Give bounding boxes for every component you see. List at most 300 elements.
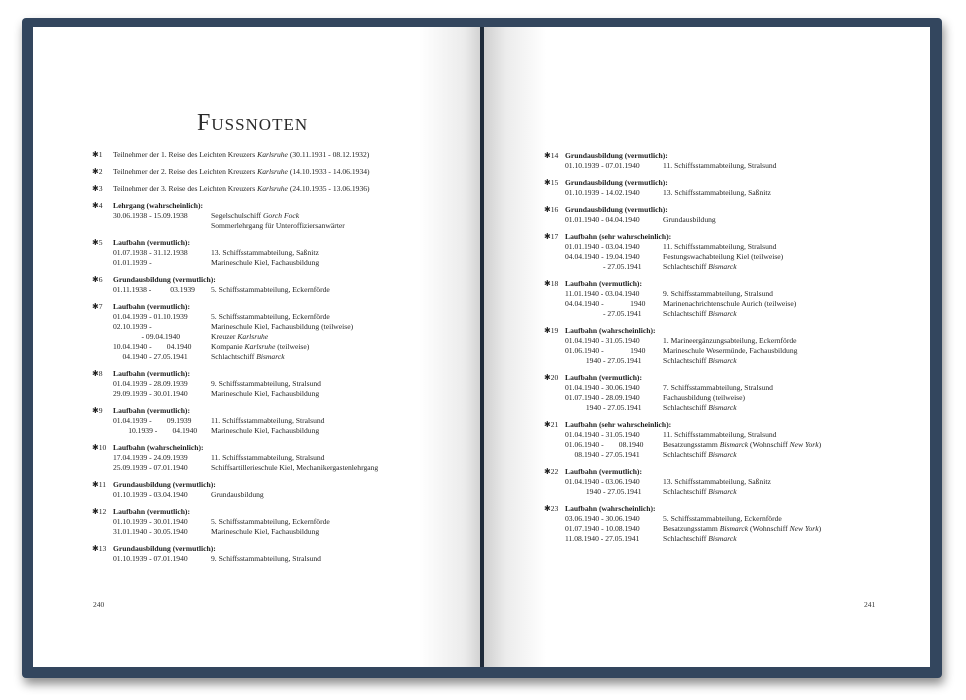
entry-row: [113, 416, 473, 426]
entry-description: Schlachtschiff: [663, 487, 709, 496]
footnote-number: 1: [98, 150, 103, 159]
entry-row: [565, 336, 925, 346]
footnote-marker: [544, 151, 558, 161]
asterisk-icon: ✱: [92, 150, 99, 159]
entry-suffix: ): [818, 524, 822, 533]
footnote-number: 10: [98, 443, 107, 452]
footnote-number: 4: [98, 201, 103, 210]
entry-description: 13. Schiffsstammabteilung, Saßnitz: [663, 188, 771, 197]
footnote-number: 3: [98, 184, 103, 193]
ship-name: Gorch Fock: [262, 211, 300, 220]
entry-description: 11. Schiffsstammabteilung, Stralsund: [663, 242, 777, 251]
heading-dates: (30.11.1931 - 08.12.1932): [287, 150, 370, 159]
entry-text: [663, 346, 797, 356]
footnote-marker: [544, 279, 558, 289]
ship-name: Bismarck: [708, 450, 737, 459]
footnote-heading: [113, 406, 473, 416]
entry-text: [663, 299, 796, 309]
entry-text: [211, 426, 319, 436]
entry-description: 11. Schiffsstammabteilung, Stralsund: [211, 416, 325, 425]
entry-suffix: (Wohnschiff: [748, 440, 790, 449]
entry-dates: 01.10.1939 - 07.01.1940: [565, 161, 640, 170]
entry-description: Besatzungsstamm: [663, 524, 720, 533]
entry-dates: 01.04.1940 - 03.06.1940: [565, 477, 640, 486]
footnote-heading: [565, 279, 925, 289]
entry-dates: 30.06.1938 - 15.09.1938: [113, 211, 188, 220]
entry-text: [663, 450, 737, 460]
entry-row: [113, 389, 473, 399]
entry-row: [113, 248, 473, 258]
ship-name: Bismarck: [719, 440, 749, 449]
entry-description: 11. Schiffsstammabteilung, Stralsund: [663, 161, 777, 170]
heading-text: Laufbahn (vermutlich):: [113, 369, 190, 378]
entry-dates: 04.1940 - 27.05.1941: [113, 352, 188, 361]
heading-text: Grundausbildung (vermutlich):: [113, 544, 216, 553]
entry-row: [565, 430, 925, 440]
entry-description: Kompanie: [211, 342, 245, 351]
asterisk-icon: ✱: [92, 238, 99, 247]
entry-description: Kreuzer: [211, 332, 238, 341]
entry-text: [211, 389, 319, 399]
entry-row: [565, 393, 925, 403]
footnote-heading: [113, 544, 473, 554]
entry-row: [113, 527, 473, 537]
footnote-number: 14: [550, 151, 559, 160]
entry-row: [113, 211, 473, 221]
entry-dates: 04.04.1940 - 19.04.1940: [565, 252, 640, 261]
heading-text: Teilnehmer der 1. Reise des Leichten Kreuzers: [113, 150, 258, 159]
entry-text: [211, 248, 319, 258]
entry-description: Schlachtschiff: [663, 309, 709, 318]
entry-dates: 01.04.1939 - 28.09.1939: [113, 379, 188, 388]
ship-name: Karlsruhe: [257, 167, 288, 176]
entry-dates: 11.01.1940 - 03.04.1940: [565, 289, 640, 298]
heading-text: Laufbahn (sehr wahrscheinlich):: [565, 232, 672, 241]
entry-text: [211, 416, 324, 426]
footnote-number: 22: [550, 467, 559, 476]
ship-name: Karlsruhe: [257, 184, 288, 193]
footnote-heading: [113, 507, 473, 517]
ship-name: Bismarck: [719, 524, 749, 533]
heading-dates: (24.10.1935 - 13.06.1936): [287, 184, 370, 193]
entry-description: Segelschulschiff: [211, 211, 263, 220]
entry-dates: - 27.05.1941: [565, 309, 642, 318]
footnotes-right: [544, 151, 925, 551]
footnote: [92, 406, 473, 436]
entry-row: [565, 356, 925, 366]
footnote: [544, 151, 925, 171]
entry-description: Grundausbildung: [211, 490, 264, 499]
entry-description: Besatzungsstamm: [663, 440, 720, 449]
page-title: Fussnoten: [197, 110, 309, 136]
footnote-marker: [92, 201, 103, 211]
entry-dates: [113, 221, 211, 231]
entry-row: [565, 309, 925, 319]
entry-row: [565, 299, 925, 309]
footnote-number: 16: [550, 205, 559, 214]
heading-text: Laufbahn (sehr wahrscheinlich):: [565, 420, 672, 429]
entry-text: [211, 312, 330, 322]
entry-description: 5. Schiffsstammabteilung, Eckernförde: [211, 517, 330, 526]
entry-dates: - 09.04.1940: [113, 332, 181, 341]
entry-description: Marineschule Kiel, Fachausbildung: [211, 389, 320, 398]
entry-text: [211, 332, 268, 342]
entry-row: [565, 487, 925, 497]
heading-text: Teilnehmer der 2. Reise des Leichten Kreuzers: [113, 167, 258, 176]
footnote: [544, 279, 925, 319]
entry-text: [211, 490, 264, 500]
footnote: [544, 326, 925, 366]
footnote-heading: [113, 201, 473, 211]
entry-text: [663, 309, 737, 319]
entry-description: Schiffsartillerieschule Kiel, Mechanikergastenlehrgang: [211, 463, 379, 472]
footnote-marker: [544, 205, 558, 215]
entry-dates: 02.10.1939 -: [113, 322, 152, 331]
heading-text: Laufbahn (vermutlich):: [113, 406, 190, 415]
heading-text: Grundausbildung (vermutlich):: [565, 151, 668, 160]
entry-dates: 01.10.1939 - 03.04.1940: [113, 490, 188, 499]
entry-row: [113, 342, 473, 352]
entry-dates: 01.07.1940 - 10.08.1940: [565, 524, 640, 533]
entry-row: [113, 285, 473, 295]
entry-row: [113, 258, 473, 268]
entry-row: [113, 352, 473, 362]
footnote-heading: [565, 467, 925, 477]
entry-row: [565, 346, 925, 356]
asterisk-icon: ✱: [92, 167, 99, 176]
entry-row: [113, 221, 473, 231]
footnote-heading: [565, 178, 925, 188]
asterisk-icon: ✱: [92, 544, 99, 553]
footnote: [92, 507, 473, 537]
footnote-heading: [113, 184, 473, 194]
heading-text: Lehrgang (wahrscheinlich):: [113, 201, 204, 210]
entry-text: [663, 289, 773, 299]
asterisk-icon: ✱: [92, 507, 99, 516]
entry-row: [565, 514, 925, 524]
entry-description: Schlachtschiff: [663, 356, 709, 365]
footnote-number: 13: [98, 544, 107, 553]
entry-dates: 29.09.1939 - 30.01.1940: [113, 389, 188, 398]
asterisk-icon: ✱: [544, 151, 551, 160]
entry-dates: 01.01.1940 - 03.04.1940: [565, 242, 640, 251]
heading-dates: (14.10.1933 - 14.06.1934): [287, 167, 370, 176]
footnote-number: 5: [98, 238, 103, 247]
asterisk-icon: ✱: [92, 443, 99, 452]
footnote-number: 21: [550, 420, 559, 429]
footnote: [544, 420, 925, 460]
footnote: [92, 238, 473, 268]
entry-dates: 01.07.1938 - 31.12.1938: [113, 248, 188, 257]
entry-text: [663, 215, 716, 225]
asterisk-icon: ✱: [544, 420, 551, 429]
entry-description: Festungswachabteilung Kiel (teilweise): [663, 252, 784, 261]
entry-row: [113, 332, 473, 342]
footnote-heading: [113, 443, 473, 453]
footnote-number: 2: [98, 167, 103, 176]
entry-row: [565, 524, 925, 534]
entry-text: [663, 440, 821, 450]
ship-name: Bismarck: [708, 309, 737, 318]
entry-description: 11. Schiffsstammabteilung, Stralsund: [663, 430, 777, 439]
entry-text: [211, 322, 353, 332]
entry-row: [113, 426, 473, 436]
entry-dates: 01.04.1940 - 31.05.1940: [565, 430, 640, 439]
entry-row: [565, 403, 925, 413]
entry-suffix: (Wohnschiff: [748, 524, 790, 533]
entry-dates: 01.07.1940 - 28.09.1940: [565, 393, 640, 402]
entry-description: Marineschule Wesermünde, Fachausbildung: [663, 346, 798, 355]
ship-name: Karlsruhe: [237, 332, 269, 341]
footnote-number: 12: [98, 507, 107, 516]
entry-dates: 01.04.1940 - 30.06.1940: [565, 383, 640, 392]
footnote-marker: [544, 232, 558, 242]
heading-text: Laufbahn (vermutlich):: [113, 507, 190, 516]
footnote-marker: [92, 238, 103, 248]
entry-dates: 17.04.1939 - 24.09.1939: [113, 453, 188, 462]
entry-text: [211, 258, 319, 268]
entry-description: Sommerlehrgang für Unteroffiziersanwärter: [211, 221, 345, 230]
entry-dates: 01.06.1940 - 08.1940: [565, 440, 644, 449]
footnote-number: 15: [550, 178, 559, 187]
footnote: [92, 443, 473, 473]
entry-description: Schlachtschiff: [663, 262, 709, 271]
heading-text: Laufbahn (vermutlich):: [113, 302, 190, 311]
entry-description: Grundausbildung: [663, 215, 716, 224]
footnote-number: 8: [98, 369, 103, 378]
entry-row: [113, 517, 473, 527]
entry-row: [113, 379, 473, 389]
entry-text: [663, 524, 821, 534]
entry-dates: 25.09.1939 - 07.01.1940: [113, 463, 188, 472]
entry-suffix: (teilweise): [275, 342, 310, 351]
footnote-marker: [544, 467, 558, 477]
entry-row: [113, 463, 473, 473]
footnote-marker: [92, 507, 106, 517]
entry-description: Marineschule Kiel, Fachausbildung: [211, 527, 320, 536]
footnote-marker: [92, 443, 106, 453]
footnote-number: 9: [98, 406, 103, 415]
footnote-heading: [565, 373, 925, 383]
entry-text: [663, 403, 737, 413]
entry-row: [565, 215, 925, 225]
ship-name: Karlsruhe: [257, 150, 288, 159]
entry-dates: 01.10.1939 - 14.02.1940: [565, 188, 640, 197]
entry-description: Schlachtschiff: [663, 403, 709, 412]
entry-dates: 1940 - 27.05.1941: [565, 356, 642, 365]
entry-text: [211, 285, 330, 295]
entry-text: [663, 477, 771, 487]
entry-description: 5. Schiffsstammabteilung, Eckernförde: [663, 514, 782, 523]
footnotes-left: [92, 150, 473, 571]
footnote-number: 7: [98, 302, 103, 311]
entry-text: [211, 352, 285, 362]
heading-text: Teilnehmer der 3. Reise des Leichten Kreuzers: [113, 184, 258, 193]
entry-text: [211, 211, 299, 221]
entry-dates: 1940 - 27.05.1941: [565, 403, 642, 412]
entry-dates: 04.04.1940 - 1940: [565, 299, 646, 308]
asterisk-icon: ✱: [544, 205, 551, 214]
footnote-marker: [92, 369, 103, 379]
entry-text: [663, 487, 737, 497]
entry-row: [113, 312, 473, 322]
footnote-number: 20: [550, 373, 559, 382]
entry-dates: - 27.05.1941: [565, 262, 642, 271]
entry-dates: 01.04.1940 - 31.05.1940: [565, 336, 640, 345]
footnote-marker: [544, 178, 558, 188]
asterisk-icon: ✱: [92, 406, 99, 415]
entry-row: [565, 242, 925, 252]
entry-text: [663, 534, 737, 544]
entry-row: [565, 188, 925, 198]
footnote: [92, 201, 473, 231]
footnote-heading: [113, 275, 473, 285]
entry-description: 7. Schiffsstammabteilung, Stralsund: [663, 383, 773, 392]
entry-description: 11. Schiffsstammabteilung, Stralsund: [211, 453, 325, 462]
footnote: [92, 275, 473, 295]
entry-text: [663, 188, 771, 198]
entry-description: 9. Schiffsstammabteilung, Stralsund: [663, 289, 773, 298]
footnote-heading: [565, 151, 925, 161]
entry-dates: 01.01.1939 -: [113, 258, 152, 267]
asterisk-icon: ✱: [544, 178, 551, 187]
entry-description: Marinenachrichtenschule Aurich (teilweise): [663, 299, 797, 308]
asterisk-icon: ✱: [92, 201, 99, 210]
entry-text: [663, 161, 776, 171]
entry-dates: 1940 - 27.05.1941: [565, 487, 642, 496]
footnote: [544, 232, 925, 272]
heading-text: Laufbahn (vermutlich):: [565, 467, 642, 476]
ship-name: Karlsruhe: [244, 342, 276, 351]
footnote-marker: [544, 326, 558, 336]
asterisk-icon: ✱: [544, 232, 551, 241]
footnote: [92, 184, 473, 194]
entry-text: [663, 514, 782, 524]
heading-text: Grundausbildung (vermutlich):: [565, 205, 668, 214]
footnote-marker: [92, 150, 103, 160]
footnote: [544, 504, 925, 544]
asterisk-icon: ✱: [92, 275, 99, 284]
entry-description: Schlachtschiff: [663, 450, 709, 459]
asterisk-icon: ✱: [544, 279, 551, 288]
entry-text: [663, 252, 783, 262]
entry-dates: 03.06.1940 - 30.06.1940: [565, 514, 640, 523]
entry-text: [663, 242, 776, 252]
entry-description: Schlachtschiff: [211, 352, 257, 361]
footnote: [92, 167, 473, 177]
footnote: [544, 205, 925, 225]
footnote-number: 6: [98, 275, 103, 284]
footnote-marker: [544, 504, 558, 514]
footnote-marker: [92, 406, 103, 416]
heading-text: Laufbahn (vermutlich):: [565, 373, 642, 382]
entry-dates: 01.01.1940 - 04.04.1940: [565, 215, 640, 224]
footnote: [92, 480, 473, 500]
footnote: [544, 373, 925, 413]
footnote-heading: [113, 480, 473, 490]
asterisk-icon: ✱: [92, 302, 99, 311]
heading-text: Laufbahn (wahrscheinlich):: [565, 504, 656, 513]
footnote: [92, 150, 473, 160]
entry-dates: 31.01.1940 - 30.05.1940: [113, 527, 188, 536]
footnote-number: 19: [550, 326, 559, 335]
footnote-heading: [113, 369, 473, 379]
entry-dates: 10.04.1940 - 04.1940: [113, 342, 192, 351]
entry-row: [113, 453, 473, 463]
footnote-marker: [92, 480, 106, 490]
entry-description: 9. Schiffsstammabteilung, Stralsund: [211, 379, 321, 388]
ship-name: Bismarck: [708, 262, 737, 271]
asterisk-icon: ✱: [92, 480, 99, 489]
asterisk-icon: ✱: [544, 326, 551, 335]
footnote-heading: [113, 302, 473, 312]
entry-dates: 10.1939 - 04.1940: [113, 426, 198, 435]
footnote-heading: [113, 238, 473, 248]
entry-row: [565, 252, 925, 262]
entry-description: Marineschule Kiel, Fachausbildung: [211, 258, 320, 267]
footnote-number: 23: [550, 504, 559, 513]
asterisk-icon: ✱: [92, 369, 99, 378]
ship-name: Bismarck: [708, 534, 737, 543]
entry-dates: 08.1940 - 27.05.1941: [565, 450, 640, 459]
footnote: [544, 467, 925, 497]
heading-text: Grundausbildung (vermutlich):: [113, 275, 216, 284]
footnote: [544, 178, 925, 198]
entry-dates: 01.04.1939 - 09.1939: [113, 416, 192, 425]
entry-row: [565, 450, 925, 460]
ship-name: Bismarck: [708, 356, 737, 365]
asterisk-icon: ✱: [92, 184, 99, 193]
footnote-marker: [92, 275, 103, 285]
entry-description: 13. Schiffsstammabteilung, Saßnitz: [211, 248, 319, 257]
entry-row: [113, 322, 473, 332]
page-number-right: 241: [864, 600, 876, 609]
footnote-heading: [565, 326, 925, 336]
footnote-heading: [565, 232, 925, 242]
footnote-marker: [92, 167, 103, 177]
entry-text: [663, 430, 776, 440]
entry-text: [211, 379, 321, 389]
entry-dates: 01.04.1939 - 01.10.1939: [113, 312, 188, 321]
entry-text: [211, 517, 330, 527]
asterisk-icon: ✱: [544, 467, 551, 476]
entry-row: [565, 383, 925, 393]
ship-name: New York: [789, 524, 819, 533]
footnote-number: 17: [550, 232, 559, 241]
entry-text: [663, 356, 737, 366]
entry-row: [565, 440, 925, 450]
heading-text: Laufbahn (vermutlich):: [113, 238, 190, 247]
entry-description: 5. Schiffsstammabteilung, Eckernförde: [211, 312, 330, 321]
entry-text: [663, 262, 737, 272]
footnote-number: 11: [98, 480, 107, 489]
footnote-marker: [92, 544, 106, 554]
footnote-heading: [565, 504, 925, 514]
footnote-number: 18: [550, 279, 559, 288]
footnote-heading: [565, 205, 925, 215]
entry-text: [211, 221, 345, 231]
book-spine: [480, 27, 484, 667]
entry-row: [565, 534, 925, 544]
footnote-marker: [92, 184, 103, 194]
footnote-marker: [544, 373, 558, 383]
entry-text: [211, 554, 321, 564]
entry-dates: 01.11.1938 - 03.1939: [113, 285, 195, 294]
entry-text: [211, 453, 324, 463]
entry-row: [113, 490, 473, 500]
page-number-left: 240: [93, 600, 105, 609]
entry-text: [663, 383, 773, 393]
